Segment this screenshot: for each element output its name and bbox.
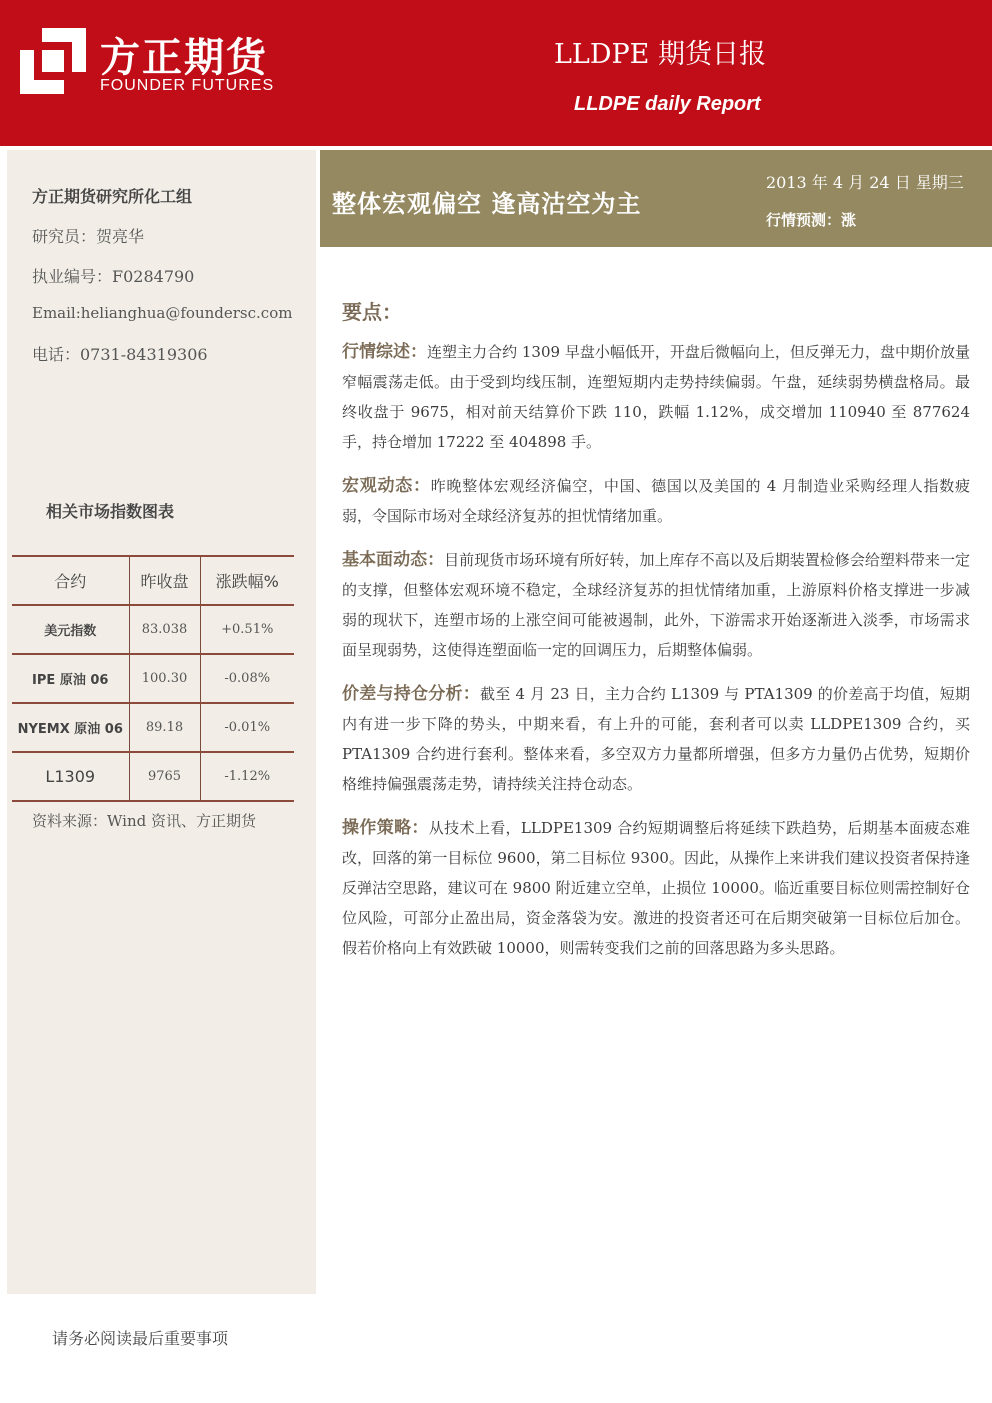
section-lead: 行情综述：	[342, 342, 428, 362]
row-change-value: +0.51%	[221, 622, 274, 637]
row-contract-name: IPE 原油 06	[12, 654, 129, 703]
market-index-title: 相关市场指数图表	[46, 502, 175, 521]
section-market-review	[342, 337, 970, 457]
row-contract-name: 美元指数	[12, 605, 129, 654]
section-lead: 操作策略：	[342, 818, 429, 838]
row-change-value: -1.12%	[224, 769, 271, 784]
section-fundamentals	[342, 545, 970, 665]
row-change-value: -0.08%	[224, 671, 271, 686]
analyst-email[interactable]: Email:helianghua@foundersc.com	[32, 304, 293, 322]
section-spread-position	[342, 679, 970, 799]
section-lead: 基本面动态：	[342, 550, 445, 570]
table-row	[12, 752, 294, 801]
table-row	[12, 605, 294, 654]
market-index-table	[12, 555, 294, 802]
row-close-value: 83.038	[129, 605, 200, 654]
research-group: 方正期货研究所化工组	[32, 187, 193, 206]
row-contract-name: L1309	[12, 752, 129, 801]
table-header-row	[12, 556, 294, 605]
row-change-value: -0.01%	[224, 720, 271, 735]
section-text: 目前现货市场环境有所好转，加上库存不高以及后期装置检修会给塑料带来一定的支撑，但整体宏观环境不稳定，全球经济复苏的担忧情绪加重，上游原料价格支撑进一步减弱的现状下，连塑市场的上涨空间可能被遏制，此外，下游需求开始逐渐进入淡季，市场需求面呈现弱势，这使得连塑面临一定的回调压力，后期整体偏弱。	[342, 551, 970, 659]
section-text: 连塑主力合约 1309 早盘小幅低开，开盘后微幅向上，但反弹无力，盘中期价放量窄幅震荡走低。由于受到均线压制，连塑短期内走势持续偏弱。午盘，延续弱势横盘格局。最终收盘于 9675，相对前天结算价下跌 110，跌幅 1.12%，成交增加 110940 至 877624 手，持仓增加 17222 至 404898 手。	[342, 343, 971, 451]
section-text: 截至 4 月 23 日，主力合约 L1309 与 PTA1309 的价差高于均值，短期内有进一步下降的势头，中期来看，有上升的可能，套利者可以卖 LLDPE1309 合约，买 PTA1309 合约进行套利。整体来看，多空双方力量都所增强，但多方力量仍占优势，短期价格维持偏强震荡走势，请持续关注持仓动态。	[342, 685, 970, 793]
table-row	[12, 703, 294, 752]
row-contract-name: NYEMX 原油 06	[12, 703, 129, 752]
section-text: 昨晚整体宏观经济偏空，中国、德国以及美国的 4 月制造业采购经理人指数疲弱，令国际市场对全球经济复苏的担忧情绪加重。	[342, 477, 971, 525]
logo-en-text: FOUNDER FUTURES	[100, 77, 275, 94]
section-macro	[342, 471, 970, 531]
report-header	[0, 0, 992, 146]
analyst-name: 研究员：贺亮华	[32, 227, 145, 246]
analyst-phone: 电话：0731-84319306	[32, 345, 208, 364]
report-headline: 整体宏观偏空 逢高沽空为主	[332, 190, 642, 218]
disclaimer-note: 请务必阅读最后重要事项	[52, 1329, 229, 1348]
report-title: LLDPE 期货日报	[554, 39, 766, 70]
report-date: 2013 年 4 月 24 日 星期三	[766, 173, 964, 192]
section-strategy	[342, 813, 970, 963]
founder-logo-icon	[20, 28, 86, 94]
row-close-value: 9765	[129, 752, 200, 801]
row-close-value: 89.18	[129, 703, 200, 752]
section-lead: 宏观动态：	[342, 476, 431, 496]
section-lead: 价差与持仓分析：	[342, 684, 481, 704]
table-header-contract: 合约	[12, 556, 129, 605]
market-forecast: 行情预测：涨	[766, 211, 857, 229]
table-row	[12, 654, 294, 703]
title-bar	[320, 150, 992, 247]
table-header-change: 涨跌幅%	[215, 572, 279, 591]
table-header-close: 昨收盘	[129, 556, 200, 605]
logo-cn-text: 方正期货	[100, 35, 268, 81]
license-number: 执业编号：F0284790	[32, 267, 195, 286]
data-source-note: 资料来源：Wind 资讯、方正期货	[32, 812, 256, 830]
keypoints-heading: 要点：	[342, 300, 402, 324]
report-subtitle: LLDPE daily Report	[574, 93, 761, 115]
section-text: 从技术上看，LLDPE1309 合约短期调整后将延续下跌趋势，后期基本面疲态难改，回落的第一目标位 9600，第二目标位 9300。因此，从操作上来讲我们建议投资者保持逢反弹沽空思路，建议可在 9800 附近建立空单，止损位 10000。临近重要目标位则需控制好仓位风险，可部分止盈出局，资金落袋为安。激进的投资者还可在后期突破第一目标位后加仓。假若价格向上有效跌破 10000，则需转变我们之前的回落思路为多头思路。	[342, 819, 971, 957]
main-content	[342, 296, 970, 977]
row-close-value: 100.30	[129, 654, 200, 703]
